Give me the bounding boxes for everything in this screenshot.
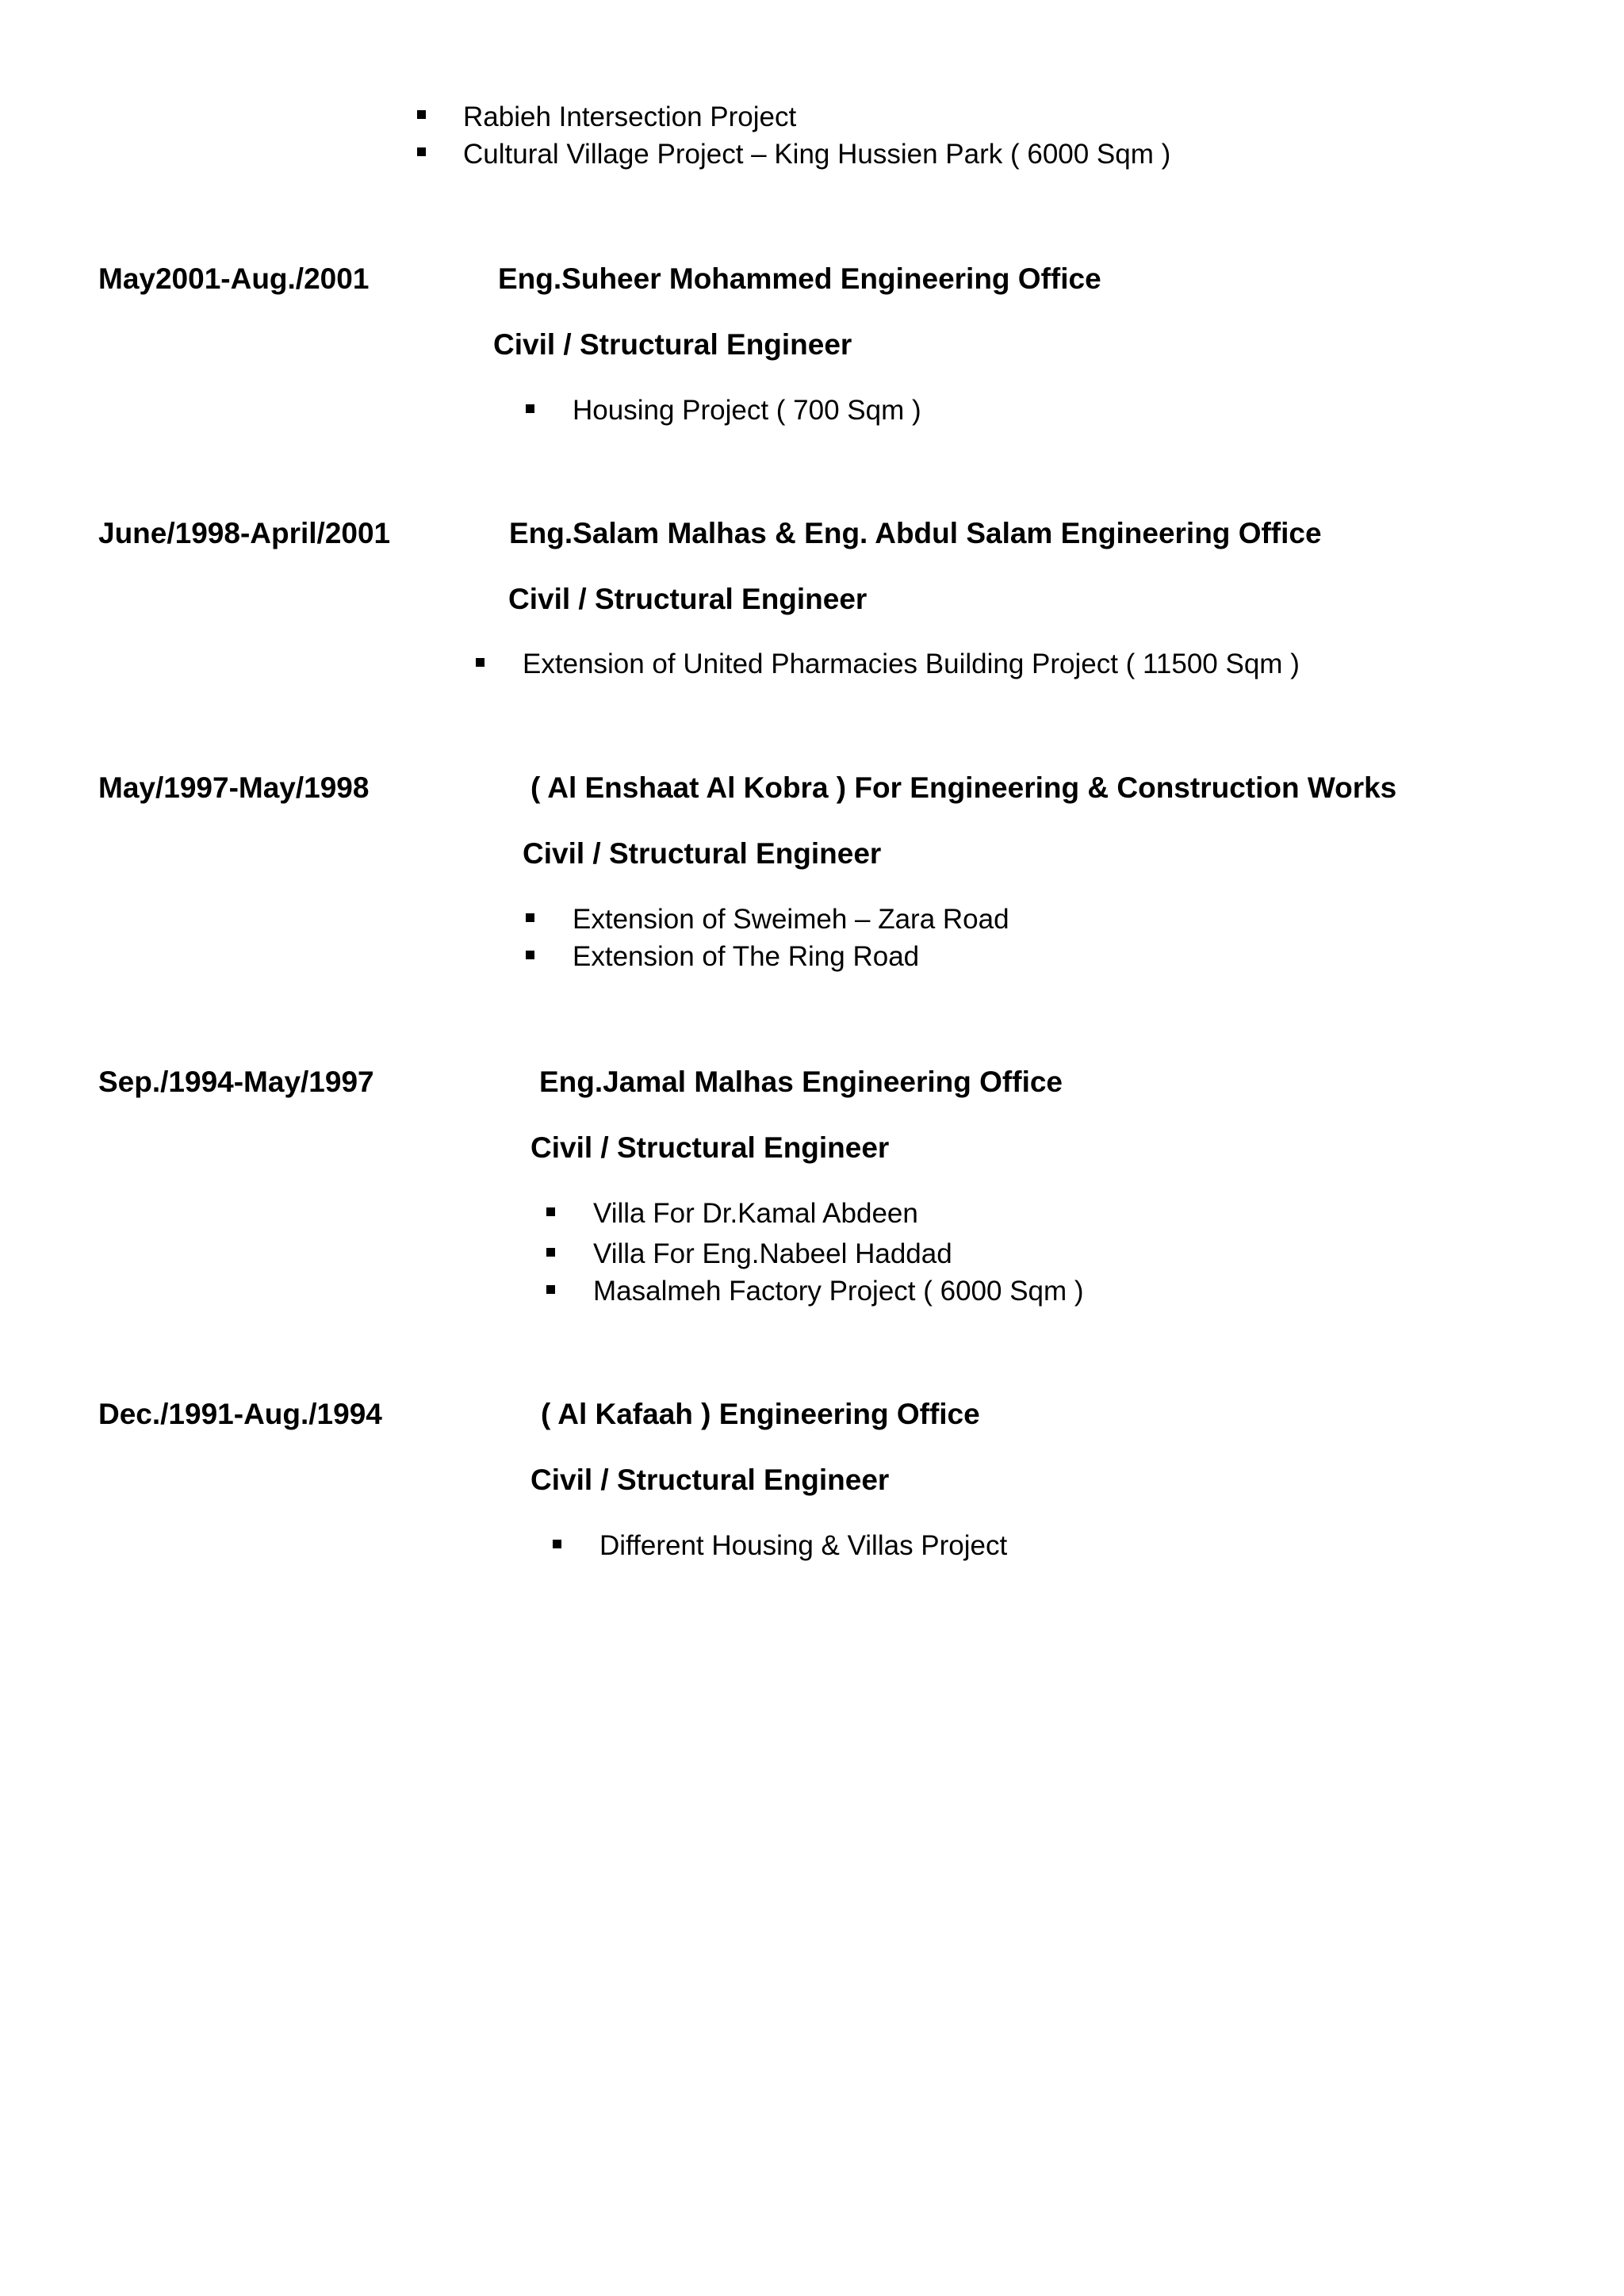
entry-company: ( Al Kafaah ) Engineering Office xyxy=(541,1398,980,1430)
project-item: Villa For Eng.Nabeel Haddad xyxy=(593,1238,952,1269)
entry-dates: Sep./1994-May/1997 xyxy=(98,1066,374,1098)
bullet-icon xyxy=(417,147,426,156)
entry-company: ( Al Enshaat Al Kobra ) For Engineering & Construction Works xyxy=(530,771,1397,804)
entry-role: Civil / Structural Engineer xyxy=(530,1464,890,1496)
entry-company: Eng.Salam Malhas & Eng. Abdul Salam Engineering Office xyxy=(509,517,1322,549)
entry-dates: Dec./1991-Aug./1994 xyxy=(98,1398,382,1430)
entry-dates: May/1997-May/1998 xyxy=(98,771,370,804)
project-item: Extension of Sweimeh – Zara Road xyxy=(573,904,1009,935)
entry-role: Civil / Structural Engineer xyxy=(523,837,882,870)
entry-dates: May2001-Aug./2001 xyxy=(98,262,370,295)
bullet-icon xyxy=(417,110,426,119)
bullet-icon xyxy=(546,1285,555,1294)
bullet-icon xyxy=(526,951,534,959)
bullet-icon xyxy=(476,658,485,667)
project-item: Extension of The Ring Road xyxy=(573,941,920,972)
project-item: Rabieh Intersection Project xyxy=(463,101,797,132)
project-item: Extension of United Pharmacies Building Project ( 11500 Sqm ) xyxy=(523,649,1300,679)
project-item: Villa For Dr.Kamal Abdeen xyxy=(593,1198,918,1229)
project-item: Cultural Village Project – King Hussien Park ( 6000 Sqm ) xyxy=(463,139,1171,170)
entry-role: Civil / Structural Engineer xyxy=(530,1131,890,1164)
project-item: Masalmeh Factory Project ( 6000 Sqm ) xyxy=(593,1276,1084,1307)
entry-company: Eng.Jamal Malhas Engineering Office xyxy=(539,1066,1063,1098)
bullet-icon xyxy=(546,1248,555,1257)
bullet-icon xyxy=(526,913,534,922)
entry-role: Civil / Structural Engineer xyxy=(493,328,852,361)
bullet-icon xyxy=(526,404,534,413)
entry-company: Eng.Suheer Mohammed Engineering Office xyxy=(498,262,1101,295)
project-item: Different Housing & Villas Project xyxy=(599,1530,1008,1561)
bullet-icon xyxy=(546,1207,555,1216)
entry-dates: June/1998-April/2001 xyxy=(98,517,391,549)
bullet-icon xyxy=(553,1540,561,1548)
entry-role: Civil / Structural Engineer xyxy=(508,583,868,615)
project-item: Housing Project ( 700 Sqm ) xyxy=(573,395,921,426)
